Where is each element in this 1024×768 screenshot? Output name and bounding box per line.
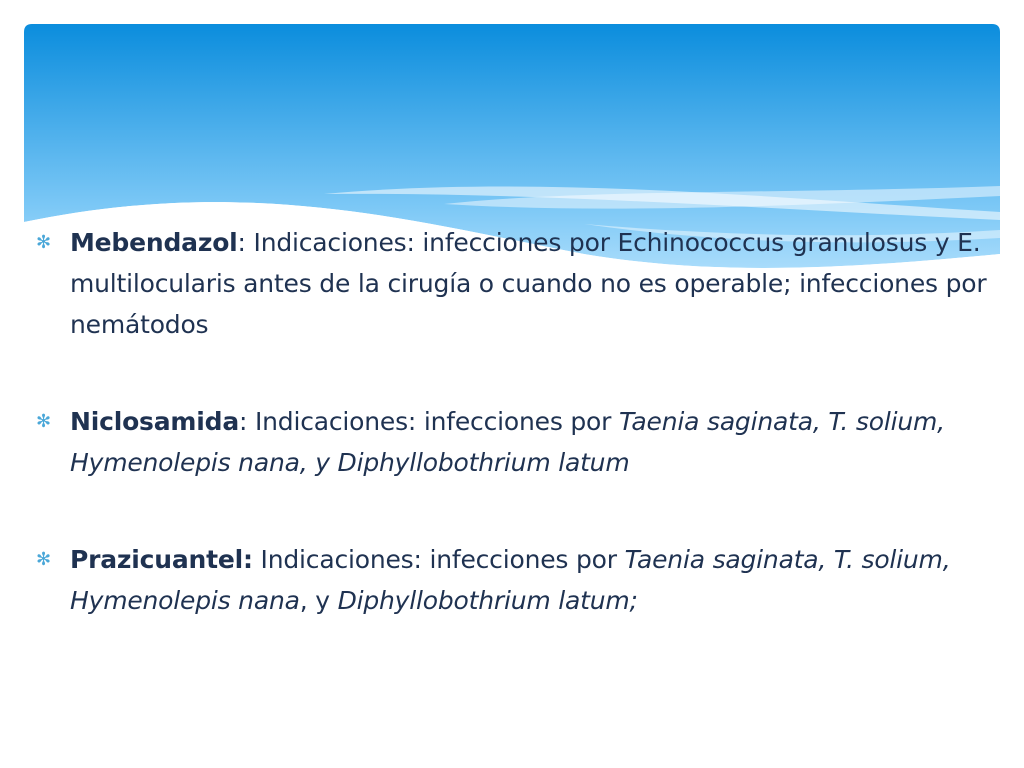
drug-name: Niclosamida xyxy=(70,407,239,436)
term-colon: : xyxy=(237,228,246,257)
asterisk-bullet-icon: ✻ xyxy=(36,549,51,570)
species-separator: , y xyxy=(299,586,338,615)
bullet-list xyxy=(36,222,996,677)
list-item-prazicuantel xyxy=(36,539,996,621)
asterisk-bullet-icon: ✻ xyxy=(36,232,51,253)
species-list: Taenia saginata, T. solium, Hymenolepis nana, y Diphyllobothrium latum xyxy=(70,407,945,477)
drug-name: Mebendazol xyxy=(70,228,238,257)
species-list-a: Taenia saginata, T. solium, Hymenolepis nana xyxy=(70,545,951,615)
drug-description: Indicaciones: infecciones por Echinococcus granulosus y E. multilocularis antes de la cirugía o cuando no es operable; infecciones por nemátodos xyxy=(70,228,987,339)
drug-description: Indicaciones: infecciones por xyxy=(247,407,619,436)
drug-name: Prazicuantel: xyxy=(70,545,253,574)
asterisk-bullet-icon: ✻ xyxy=(36,411,51,432)
drug-description: Indicaciones: infecciones por xyxy=(252,545,625,574)
species-list-b: Diphyllobothrium latum; xyxy=(337,586,638,615)
list-item-mebendazol xyxy=(36,222,996,345)
term-colon: : xyxy=(239,407,248,436)
list-item-niclosamida xyxy=(36,401,996,483)
